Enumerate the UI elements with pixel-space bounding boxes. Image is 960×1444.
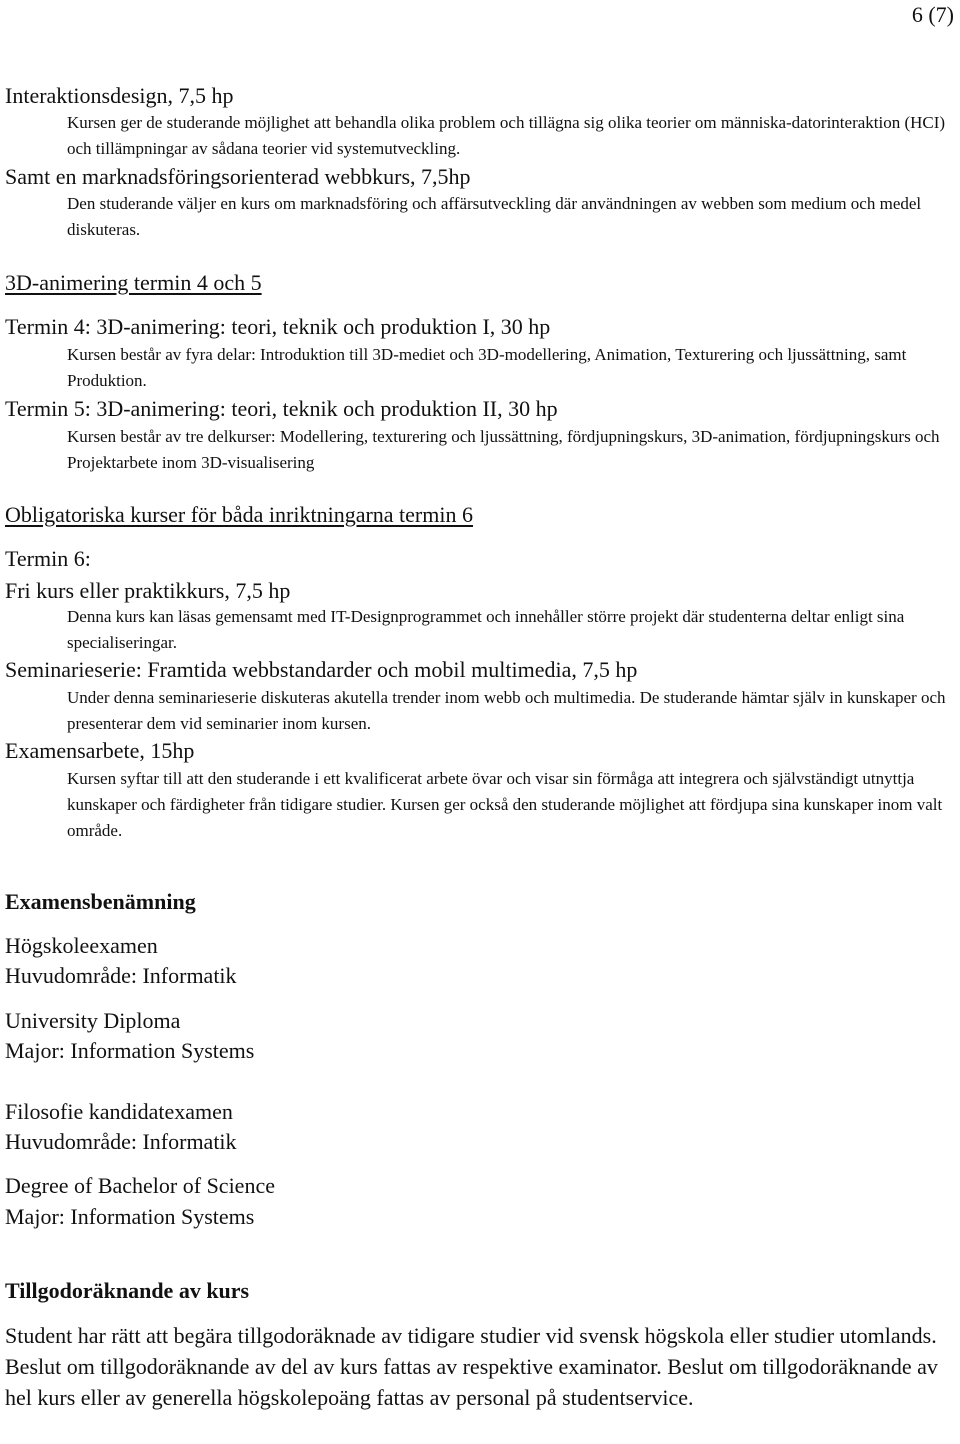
course-title: Interaktionsdesign, 7,5 hp — [5, 83, 234, 108]
course-description: Kursen består av tre delkurser: Modellering, texturering och ljussättning, fördjupningskurs, 3D-animation, fördjupningskurs och Projektarbete inom 3D-visualisering — [67, 427, 940, 472]
page-number: 6 (7) — [911, 2, 954, 27]
course-description: Under denna seminarieserie diskuteras akutella trender inom webb och multimedia. De studerande hämtar själv in kunskaper och presenterar dem vid seminarier inom kursen. — [67, 688, 946, 733]
course-title: Samt en marknadsföringsorienterad webbkurs, 7,5hp — [5, 164, 471, 189]
degree-line: Major: Information Systems — [5, 1204, 255, 1229]
degree-heading: Examensbenämning — [5, 889, 196, 914]
course-description: Kursen består av fyra delar: Introduktion till 3D-mediet och 3D-modellering, Animation, Texturering och ljussättning, samt Produktion. — [67, 345, 907, 390]
course-description: Denna kurs kan läsas gemensamt med IT-Designprogrammet och innehåller större projekt där studenterna deltar enligt sina specialiseringar. — [67, 607, 905, 652]
degree-line: Huvudområde: Informatik — [5, 963, 237, 988]
section-heading-mandatory: Obligatoriska kurser för båda inriktningarna termin 6 — [5, 502, 473, 527]
course-title: Fri kurs eller praktikkurs, 7,5 hp — [5, 578, 291, 603]
course-description: Kursen syftar till att den studerande i ett kvalificerat arbete övar och visar sin förmåga att integrera och självständigt utnyttja kunskaper och färdigheter från tidigare studier. Kursen ger också den studerande möjlighet att fördjupa sina kunskaper inom valt område. — [67, 769, 943, 840]
course-title: Termin 5: 3D-animering: teori, teknik och produktion II, 30 hp — [5, 396, 558, 421]
degree-line: Degree of Bachelor of Science — [5, 1173, 275, 1198]
degree-line: Major: Information Systems — [5, 1038, 255, 1063]
course-title: Termin 4: 3D-animering: teori, teknik och produktion I, 30 hp — [5, 314, 551, 339]
term-label: Termin 6: — [5, 546, 91, 571]
degree-line: Huvudområde: Informatik — [5, 1129, 237, 1154]
degree-line: Högskoleexamen — [5, 933, 158, 958]
course-title: Seminarieserie: Framtida webbstandarder och mobil multimedia, 7,5 hp — [5, 657, 638, 682]
course-description: Den studerande väljer en kurs om marknadsföring och affärsutveckling där användningen av webben som medium och medel diskuteras. — [67, 194, 922, 239]
credit-transfer-heading: Tillgodoräknande av kurs — [5, 1278, 250, 1303]
course-description: Kursen ger de studerande möjlighet att behandla olika problem och tillägna sig olika teorier om människa-datorinteraktion (HCI) och tillämpningar av sådana teorier vid systemutveckling. — [67, 113, 946, 158]
credit-transfer-text: Student har rätt att begära tillgodoräknade av tidigare studier vid svensk högskola eller studier utomlands. Beslut om tillgodoräknande av del av kurs fattas av respektive examinator. Beslut om tillgodoräknande av hel kurs eller av generella högskolepoäng fattas av personal på studentservice. — [5, 1323, 938, 1410]
course-title: Examensarbete, 15hp — [5, 738, 195, 763]
degree-line: University Diploma — [5, 1008, 181, 1033]
degree-line: Filosofie kandidatexamen — [5, 1099, 233, 1124]
section-heading-3d: 3D-animering termin 4 och 5 — [5, 270, 262, 295]
